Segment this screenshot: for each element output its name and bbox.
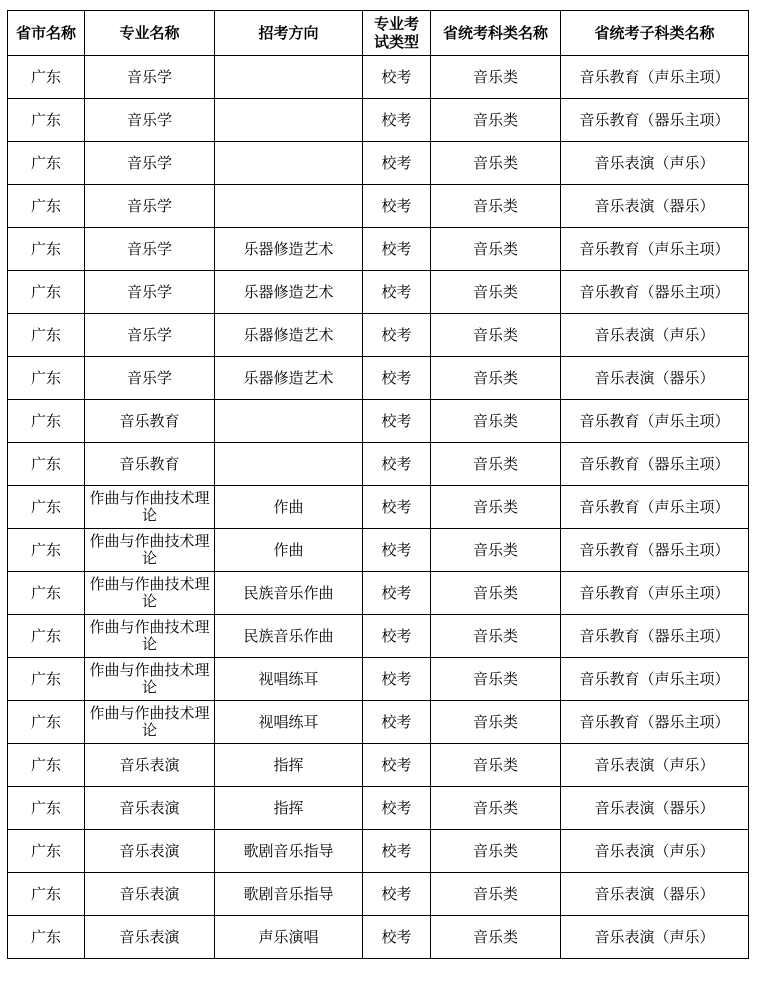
cell-province: 广东: [8, 486, 85, 529]
cell-category: 音乐类: [431, 529, 561, 572]
table-row: [8, 400, 749, 443]
cell-province: 广东: [8, 56, 85, 99]
cell-category: 音乐类: [431, 443, 561, 486]
cell-exam-type: 校考: [363, 744, 431, 787]
cell-exam-type: 校考: [363, 529, 431, 572]
cell-direction: 民族音乐作曲: [215, 615, 363, 658]
cell-exam-type: 校考: [363, 400, 431, 443]
cell-major: 音乐学: [85, 314, 215, 357]
cell-province: 广东: [8, 701, 85, 744]
cell-exam-type: 校考: [363, 443, 431, 486]
cell-direction: 指挥: [215, 744, 363, 787]
cell-category: 音乐类: [431, 228, 561, 271]
table-row: [8, 615, 749, 658]
table-row: [8, 529, 749, 572]
cell-direction: [215, 142, 363, 185]
cell-subcategory: 音乐表演（声乐）: [561, 916, 749, 959]
cell-direction: 乐器修造艺术: [215, 357, 363, 400]
cell-subcategory: 音乐教育（器乐主项）: [561, 443, 749, 486]
table-row: [8, 56, 749, 99]
cell-direction: [215, 185, 363, 228]
cell-exam-type: 校考: [363, 916, 431, 959]
cell-province: 广东: [8, 873, 85, 916]
cell-major: 音乐学: [85, 271, 215, 314]
table-body: [8, 56, 749, 959]
cell-major: 作曲与作曲技术理论: [85, 529, 215, 572]
cell-exam-type: 校考: [363, 615, 431, 658]
admission-table-container: [7, 10, 748, 959]
table-row: [8, 873, 749, 916]
cell-direction: [215, 99, 363, 142]
cell-category: 音乐类: [431, 658, 561, 701]
cell-category: 音乐类: [431, 873, 561, 916]
cell-major: 音乐表演: [85, 787, 215, 830]
cell-direction: 乐器修造艺术: [215, 271, 363, 314]
cell-exam-type: 校考: [363, 873, 431, 916]
cell-province: 广东: [8, 142, 85, 185]
table-row: [8, 572, 749, 615]
cell-category: 音乐类: [431, 314, 561, 357]
cell-subcategory: 音乐教育（声乐主项）: [561, 56, 749, 99]
cell-subcategory: 音乐表演（声乐）: [561, 142, 749, 185]
cell-direction: 视唱练耳: [215, 658, 363, 701]
cell-major: 作曲与作曲技术理论: [85, 701, 215, 744]
table-row: [8, 701, 749, 744]
cell-direction: 乐器修造艺术: [215, 228, 363, 271]
header-major: 专业名称: [85, 11, 215, 56]
cell-major: 音乐表演: [85, 830, 215, 873]
cell-subcategory: 音乐表演（声乐）: [561, 744, 749, 787]
cell-exam-type: 校考: [363, 658, 431, 701]
cell-direction: 乐器修造艺术: [215, 314, 363, 357]
cell-province: 广东: [8, 744, 85, 787]
cell-subcategory: 音乐教育（器乐主项）: [561, 271, 749, 314]
cell-major: 音乐学: [85, 56, 215, 99]
header-direction: 招考方向: [215, 11, 363, 56]
cell-exam-type: 校考: [363, 142, 431, 185]
cell-major: 音乐教育: [85, 400, 215, 443]
cell-category: 音乐类: [431, 56, 561, 99]
table-row: [8, 830, 749, 873]
cell-province: 广东: [8, 443, 85, 486]
cell-major: 音乐学: [85, 357, 215, 400]
cell-category: 音乐类: [431, 615, 561, 658]
cell-category: 音乐类: [431, 744, 561, 787]
cell-province: 广东: [8, 400, 85, 443]
table-row: [8, 787, 749, 830]
cell-subcategory: 音乐教育（声乐主项）: [561, 228, 749, 271]
cell-exam-type: 校考: [363, 228, 431, 271]
cell-category: 音乐类: [431, 486, 561, 529]
cell-province: 广东: [8, 529, 85, 572]
cell-exam-type: 校考: [363, 357, 431, 400]
cell-province: 广东: [8, 787, 85, 830]
table-row: [8, 142, 749, 185]
table-row: [8, 486, 749, 529]
table-row: [8, 228, 749, 271]
cell-subcategory: 音乐教育（声乐主项）: [561, 400, 749, 443]
cell-major: 音乐学: [85, 99, 215, 142]
cell-subcategory: 音乐表演（器乐）: [561, 873, 749, 916]
header-exam-type: 专业考试类型: [363, 11, 431, 56]
cell-category: 音乐类: [431, 142, 561, 185]
cell-subcategory: 音乐教育（声乐主项）: [561, 486, 749, 529]
cell-subcategory: 音乐教育（器乐主项）: [561, 99, 749, 142]
cell-exam-type: 校考: [363, 314, 431, 357]
table-row: [8, 443, 749, 486]
cell-province: 广东: [8, 228, 85, 271]
cell-category: 音乐类: [431, 572, 561, 615]
cell-subcategory: 音乐表演（声乐）: [561, 830, 749, 873]
cell-exam-type: 校考: [363, 99, 431, 142]
cell-subcategory: 音乐表演（声乐）: [561, 314, 749, 357]
header-subcategory: 省统考子科类名称: [561, 11, 749, 56]
cell-province: 广东: [8, 99, 85, 142]
cell-category: 音乐类: [431, 787, 561, 830]
cell-province: 广东: [8, 658, 85, 701]
cell-direction: [215, 56, 363, 99]
cell-category: 音乐类: [431, 400, 561, 443]
cell-direction: 声乐演唱: [215, 916, 363, 959]
cell-exam-type: 校考: [363, 830, 431, 873]
cell-major: 作曲与作曲技术理论: [85, 615, 215, 658]
cell-exam-type: 校考: [363, 56, 431, 99]
table-row: [8, 916, 749, 959]
cell-major: 音乐学: [85, 228, 215, 271]
cell-subcategory: 音乐教育（器乐主项）: [561, 529, 749, 572]
cell-province: 广东: [8, 185, 85, 228]
cell-major: 音乐教育: [85, 443, 215, 486]
cell-major: 作曲与作曲技术理论: [85, 486, 215, 529]
cell-direction: 作曲: [215, 529, 363, 572]
cell-subcategory: 音乐教育（声乐主项）: [561, 658, 749, 701]
cell-category: 音乐类: [431, 271, 561, 314]
header-category: 省统考科类名称: [431, 11, 561, 56]
header-province: 省市名称: [8, 11, 85, 56]
cell-province: 广东: [8, 271, 85, 314]
cell-category: 音乐类: [431, 357, 561, 400]
cell-direction: 指挥: [215, 787, 363, 830]
cell-category: 音乐类: [431, 99, 561, 142]
cell-exam-type: 校考: [363, 486, 431, 529]
cell-major: 音乐学: [85, 142, 215, 185]
cell-major: 音乐表演: [85, 744, 215, 787]
cell-subcategory: 音乐教育（器乐主项）: [561, 615, 749, 658]
admission-table: [7, 10, 749, 959]
table-row: [8, 658, 749, 701]
cell-exam-type: 校考: [363, 572, 431, 615]
cell-direction: 歌剧音乐指导: [215, 830, 363, 873]
cell-subcategory: 音乐表演（器乐）: [561, 357, 749, 400]
cell-major: 音乐表演: [85, 873, 215, 916]
cell-province: 广东: [8, 572, 85, 615]
cell-major: 作曲与作曲技术理论: [85, 658, 215, 701]
cell-exam-type: 校考: [363, 271, 431, 314]
header-row: [8, 11, 749, 56]
cell-exam-type: 校考: [363, 701, 431, 744]
cell-exam-type: 校考: [363, 787, 431, 830]
cell-direction: 作曲: [215, 486, 363, 529]
cell-direction: [215, 443, 363, 486]
table-row: [8, 744, 749, 787]
table-row: [8, 99, 749, 142]
cell-province: 广东: [8, 357, 85, 400]
cell-category: 音乐类: [431, 185, 561, 228]
cell-province: 广东: [8, 916, 85, 959]
table-row: [8, 357, 749, 400]
cell-subcategory: 音乐表演（器乐）: [561, 185, 749, 228]
cell-subcategory: 音乐表演（器乐）: [561, 787, 749, 830]
cell-exam-type: 校考: [363, 185, 431, 228]
cell-major: 音乐表演: [85, 916, 215, 959]
cell-province: 广东: [8, 830, 85, 873]
cell-subcategory: 音乐教育（器乐主项）: [561, 701, 749, 744]
cell-direction: 民族音乐作曲: [215, 572, 363, 615]
cell-subcategory: 音乐教育（声乐主项）: [561, 572, 749, 615]
cell-major: 音乐学: [85, 185, 215, 228]
table-row: [8, 271, 749, 314]
cell-province: 广东: [8, 615, 85, 658]
cell-direction: 歌剧音乐指导: [215, 873, 363, 916]
cell-category: 音乐类: [431, 830, 561, 873]
cell-major: 作曲与作曲技术理论: [85, 572, 215, 615]
cell-province: 广东: [8, 314, 85, 357]
table-row: [8, 314, 749, 357]
cell-direction: [215, 400, 363, 443]
cell-category: 音乐类: [431, 701, 561, 744]
cell-direction: 视唱练耳: [215, 701, 363, 744]
table-row: [8, 185, 749, 228]
cell-category: 音乐类: [431, 916, 561, 959]
